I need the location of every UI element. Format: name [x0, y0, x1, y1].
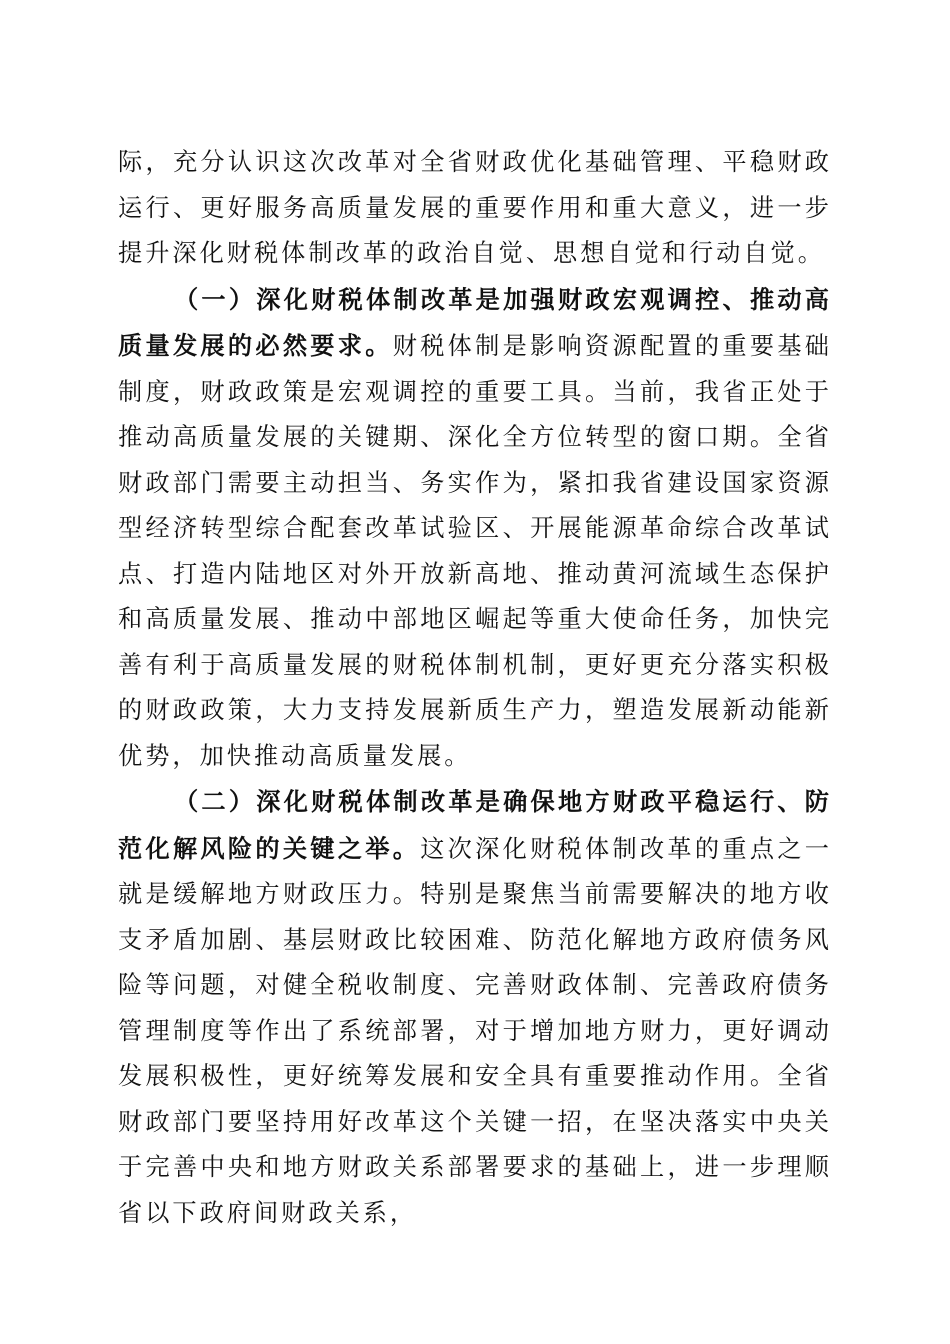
paragraph-text: 财税体制是影响资源配置的重要基础制度，财政政策是宏观调控的重要工具。当前，我省正处于推动高质量发展的关键期、深化全方位转型的窗口期。全省财政部门需要主动担当、务实作为，紧扣我省建设国家资源型经济转型综合配套改革试验区、开展能源革命综合改革试点、打造内陆地区对外开放新高地、推动黄河流域生态保护和高质量发展、推动中部地区崛起等重大使命任务，加快完善有利于高质量发展的财税体制机制，更好更充分落实积极的财政政策，大力支持发展新质生产力，塑造发展新动能新优势，加快推动高质量发展。	[118, 332, 832, 770]
paragraph-text: 际，充分认识这次改革对全省财政优化基础管理、平稳财政运行、更好服务高质量发展的重要作用和重大意义，进一步提升深化财税体制改革的政治自觉、思想自觉和行动自觉。	[118, 148, 832, 267]
paragraph-continuation	[118, 140, 832, 277]
paragraph-section-two	[118, 779, 832, 1236]
paragraph-text: 这次深化财税体制改革的重点之一就是缓解地方财政压力。特别是聚焦当前需要解决的地方收支矛盾加剧、基层财政比较困难、防范化解地方政府债务风险等问题，对健全税收制度、完善财政体制、完善政府债务管理制度等作出了系统部署，对于增加地方财力，更好调动发展积极性，更好统筹发展和安全具有重要推动作用。全省财政部门要坚持用好改革这个关键一招，在坚决落实中央关于完善中央和地方财政关系部署要求的基础上，进一步理顺省以下政府间财政关系，	[118, 834, 832, 1227]
paragraph-section-one	[118, 277, 832, 780]
section-heading-one: （一）深化财税体制改革是加强财政宏观调控、推动高质量发展的必然要求。	[118, 284, 832, 360]
document-page	[118, 140, 832, 1236]
section-heading-two: （二）深化财税体制改革是确保地方财政平稳运行、防范化解风险的关键之举。	[118, 787, 832, 863]
